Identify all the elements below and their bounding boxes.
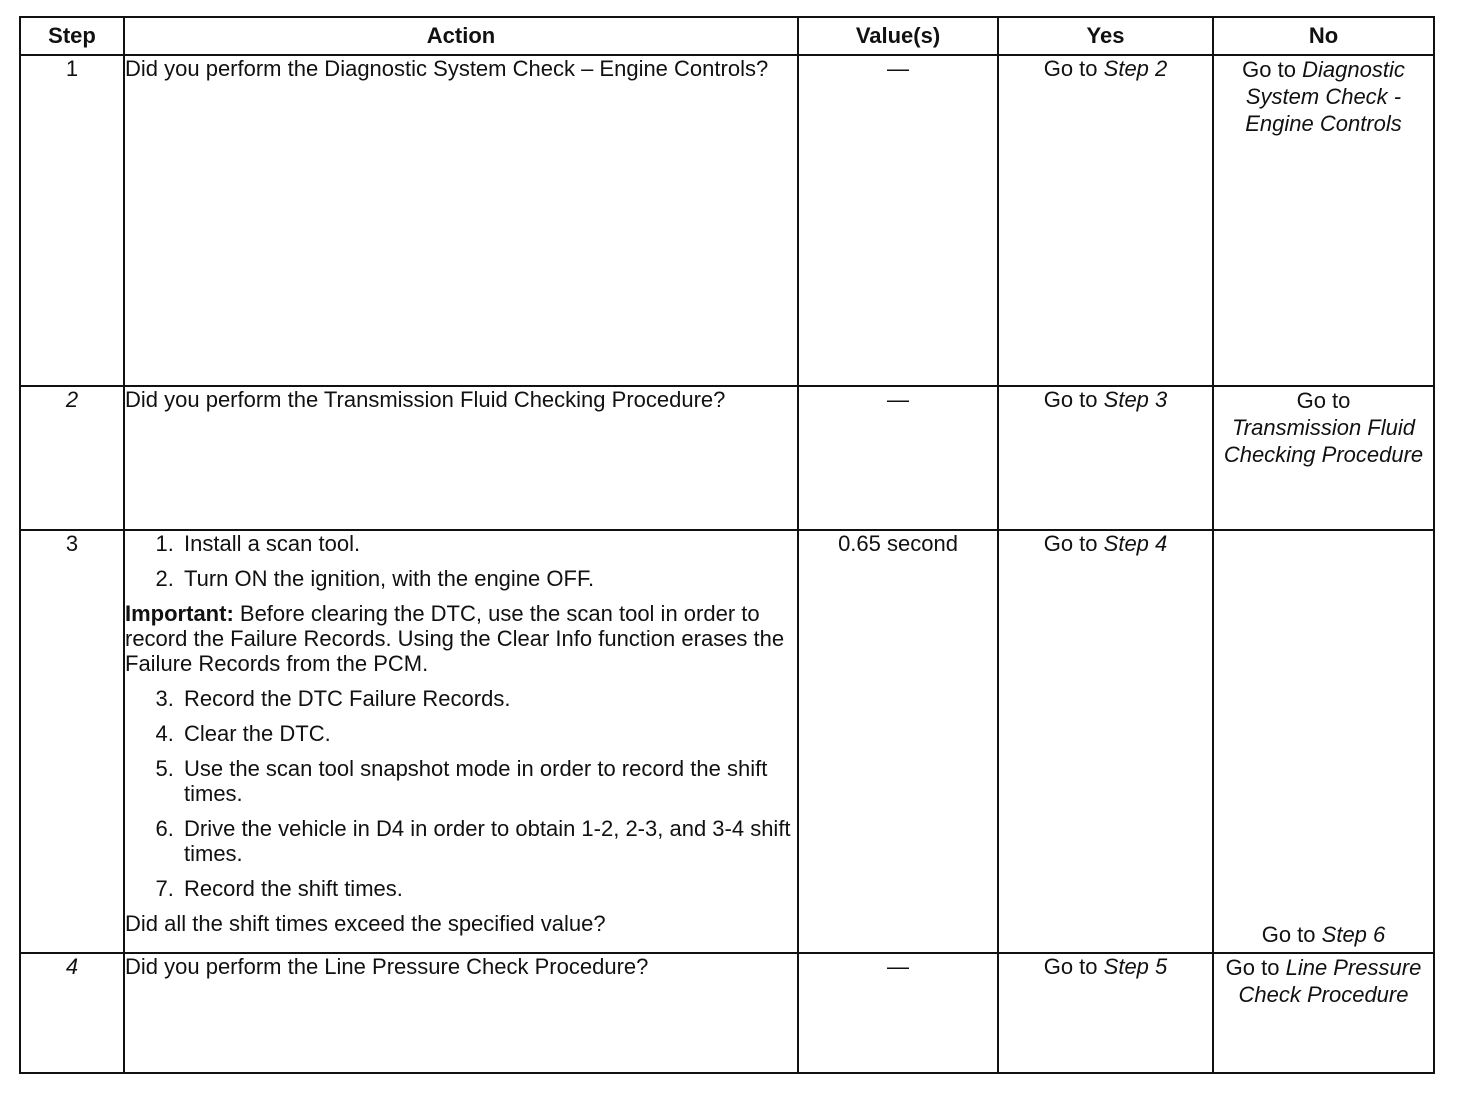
table-row-step-1 (20, 55, 1434, 386)
list-item: 2. Turn ON the ignition, with the engine OFF. (180, 566, 797, 591)
header-action: Action (124, 17, 798, 55)
action-question: Did you perform the Transmission Fluid Checking Procedure? (125, 386, 726, 412)
no-prefix: Go to (1225, 954, 1280, 980)
action-text (124, 55, 798, 386)
no-link[interactable]: Diagnostic System Check - Engine Controls (1245, 57, 1405, 136)
value-cell: — (798, 55, 998, 386)
list-item: 3. Record the DTC Failure Records. (180, 686, 797, 711)
step-number: 4 (20, 953, 124, 1073)
table-row-step-4 (20, 953, 1434, 1073)
action-question: Did all the shift times exceed the specified value? (125, 910, 606, 936)
no-link[interactable]: Line Pressure Check Procedure (1238, 954, 1422, 1007)
no-prefix: Go to (1296, 387, 1351, 413)
value-cell: — (798, 953, 998, 1073)
step-number: 1 (20, 55, 124, 386)
no-prefix: Go to (1242, 57, 1296, 82)
list-item: 4. Clear the DTC. (180, 721, 797, 746)
step-number: 3 (20, 530, 124, 953)
table-row-step-3 (20, 530, 1434, 953)
no-cell (1213, 386, 1434, 530)
yes-cell (998, 386, 1213, 530)
header-yes: Yes (998, 17, 1213, 55)
header-row (20, 17, 1434, 55)
action-text (124, 953, 798, 1073)
header-no: No (1213, 17, 1434, 55)
important-label: Important: (125, 600, 234, 626)
yes-link[interactable]: Step 3 (1103, 386, 1168, 412)
no-link[interactable]: Step 6 (1321, 921, 1386, 947)
no-cell (1213, 530, 1434, 953)
list-item: 1. Install a scan tool. (180, 531, 797, 556)
table-row-step-2 (20, 386, 1434, 530)
yes-prefix: Go to (1043, 530, 1098, 556)
value-cell: — (798, 386, 998, 530)
yes-link[interactable]: Step 4 (1103, 530, 1168, 556)
procedure-list (125, 686, 797, 901)
list-item: 5. Use the scan tool snapshot mode in order to record the shift times. (180, 756, 797, 806)
yes-cell (998, 55, 1213, 386)
yes-cell (998, 530, 1213, 953)
yes-prefix: Go to (1043, 953, 1098, 979)
yes-link[interactable]: Step 2 (1103, 56, 1168, 81)
important-note (125, 601, 797, 676)
yes-cell (998, 953, 1213, 1073)
no-prefix: Go to (1261, 921, 1316, 947)
action-question: Did you perform the Diagnostic System Check – Engine Controls? (125, 56, 769, 81)
yes-link[interactable]: Step 5 (1103, 953, 1168, 979)
yes-prefix: Go to (1043, 56, 1098, 81)
yes-prefix: Go to (1043, 386, 1098, 412)
list-item: 6. Drive the vehicle in D4 in order to obtain 1-2, 2-3, and 3-4 shift times. (180, 816, 797, 866)
diagnostic-table (19, 16, 1435, 1074)
no-cell (1213, 953, 1434, 1073)
header-values: Value(s) (798, 17, 998, 55)
no-cell (1213, 55, 1434, 386)
action-text (124, 530, 798, 953)
list-item: 7. Record the shift times. (180, 876, 797, 901)
procedure-list (125, 531, 797, 591)
value-cell: 0.65 second (798, 530, 998, 953)
no-link[interactable]: Transmission Fluid Checking Procedure (1223, 414, 1424, 467)
action-text (124, 386, 798, 530)
header-step: Step (20, 17, 124, 55)
step-number: 2 (20, 386, 124, 530)
important-text: Before clearing the DTC, use the scan tool in order to record the Failure Records. Using the Clear Info function erases the Failure Records from the PCM. (125, 600, 785, 676)
action-question: Did you perform the Line Pressure Check Procedure? (125, 953, 649, 979)
